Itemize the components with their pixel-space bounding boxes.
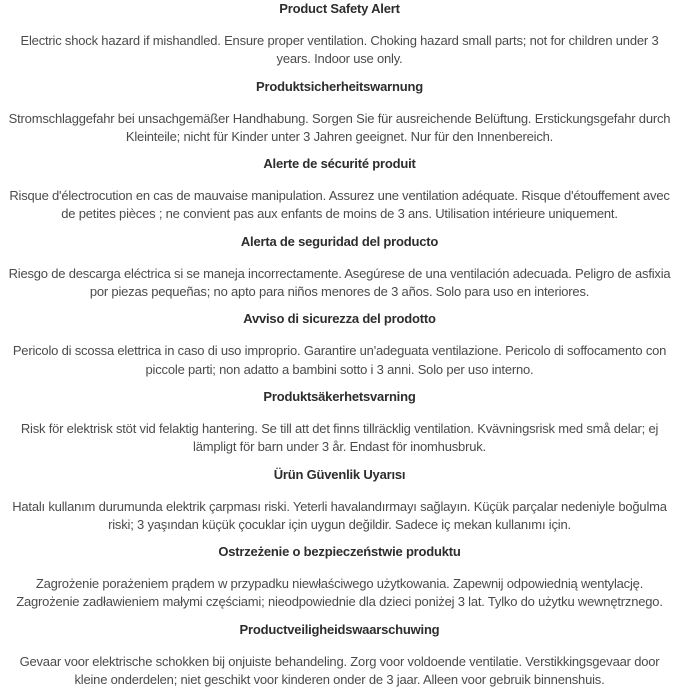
section-heading: Product Safety Alert [279,1,400,16]
warning-text-line: years. Indoor use only. [276,51,403,67]
warning-text-line: Hatalı kullanım durumunda elektrik çarpması riski. Yeterli havalandırmayı sağlayın. Küçük parçalar nedeniyle boğulma [12,498,667,514]
warning-text-line: riski; 3 yaşından küçük çocuklar için uygun değildir. Sadece iç mekan kullanımı için. [108,516,571,532]
warning-text-line: Gevaar voor elektrische schokken bij onjuiste behandeling. Zorg voor voldoende ventilatie. Verstikkingsgevaar door [19,653,660,669]
warning-text-line: Stromschlaggefahr bei unsachgemäßer Handhabung. Sorgen Sie für ausreichende Belüftung. Erstickungsgefahr durch [8,110,671,126]
warning-text-line: piccole parti; non adatto a bambini sotto i 3 anni. Solo per uso interno. [145,361,534,377]
warning-text-line: Electric shock hazard if mishandled. Ensure proper ventilation. Choking hazard small parts; not for children under 3 [20,33,659,48]
section-polish [0,545,679,612]
section-heading: Produktsäkerhetsvarning [263,388,416,404]
section-heading: Produktsicherheitswarnung [256,78,423,94]
warning-text-line: Zagrożenie porażeniem prądem w przypadku niewłaściwego użytkowania. Zapewnij odpowiednią wentylację. [35,576,644,592]
section-german [0,80,679,147]
section-turkish [0,468,679,535]
section-spanish [0,235,679,302]
section-english [0,2,679,69]
warning-text-line: por piezas pequeñas; no apto para niños menores de 3 años. Solo para uso en interiores. [89,284,590,300]
section-heading: Avviso di sicurezza del prodotto [243,311,436,327]
section-heading: Productveiligheidswaarschuwing [239,621,440,637]
section-heading: Alerta de seguridad del producto [240,233,439,249]
section-italian [0,312,679,379]
warning-text-line: kleine onderdelen; niet geschikt voor kinderen onder de 3 jaar. Alleen voor gebruik binnenshuis. [74,672,605,688]
warning-text-line: Zagrożenie zadławieniem małymi częściami; nieodpowiednie dla dzieci poniżej 3 lat. Tylko do użytku wewnętrznego. [16,594,663,610]
warning-text-line: lämpligt för barn under 3 år. Endast för inomhusbruk. [193,439,486,455]
section-french [0,157,679,224]
section-swedish [0,390,679,457]
section-heading: Ostrzeżenie o bezpieczeństwie produktu [218,544,461,560]
warning-text-line: Risk för elektrisk stöt vid felaktig hantering. Se till att det finns tillräcklig ventilation. Kvävningsrisk med små delar; ej [20,420,659,436]
warning-text-line: Kleinteile; nicht für Kinder unter 3 Jahren geeignet. Nur für den Innenbereich. [125,128,554,144]
section-heading: Ürün Güvenlik Uyarısı [273,466,406,482]
section-heading: Alerte de sécurité produit [263,156,416,172]
warning-text-line: Risque d'électrocution en cas de mauvaise manipulation. Assurez une ventilation adéquate. Risque d'étouffement avec [9,188,670,204]
warning-text-line: Riesgo de descarga eléctrica si se maneja incorrectamente. Asegúrese de una ventilación adecuada. Peligro de asfixia [8,265,671,281]
warning-text-line: Pericolo di scossa elettrica in caso di uso improprio. Garantire un'adeguata ventilazione. Pericolo di soffocamento con [12,343,667,359]
section-dutch [0,623,679,689]
warning-text-line: de petites pièces ; ne convient pas aux enfants de moins de 3 ans. Utilisation intérieure uniquement. [61,206,618,222]
